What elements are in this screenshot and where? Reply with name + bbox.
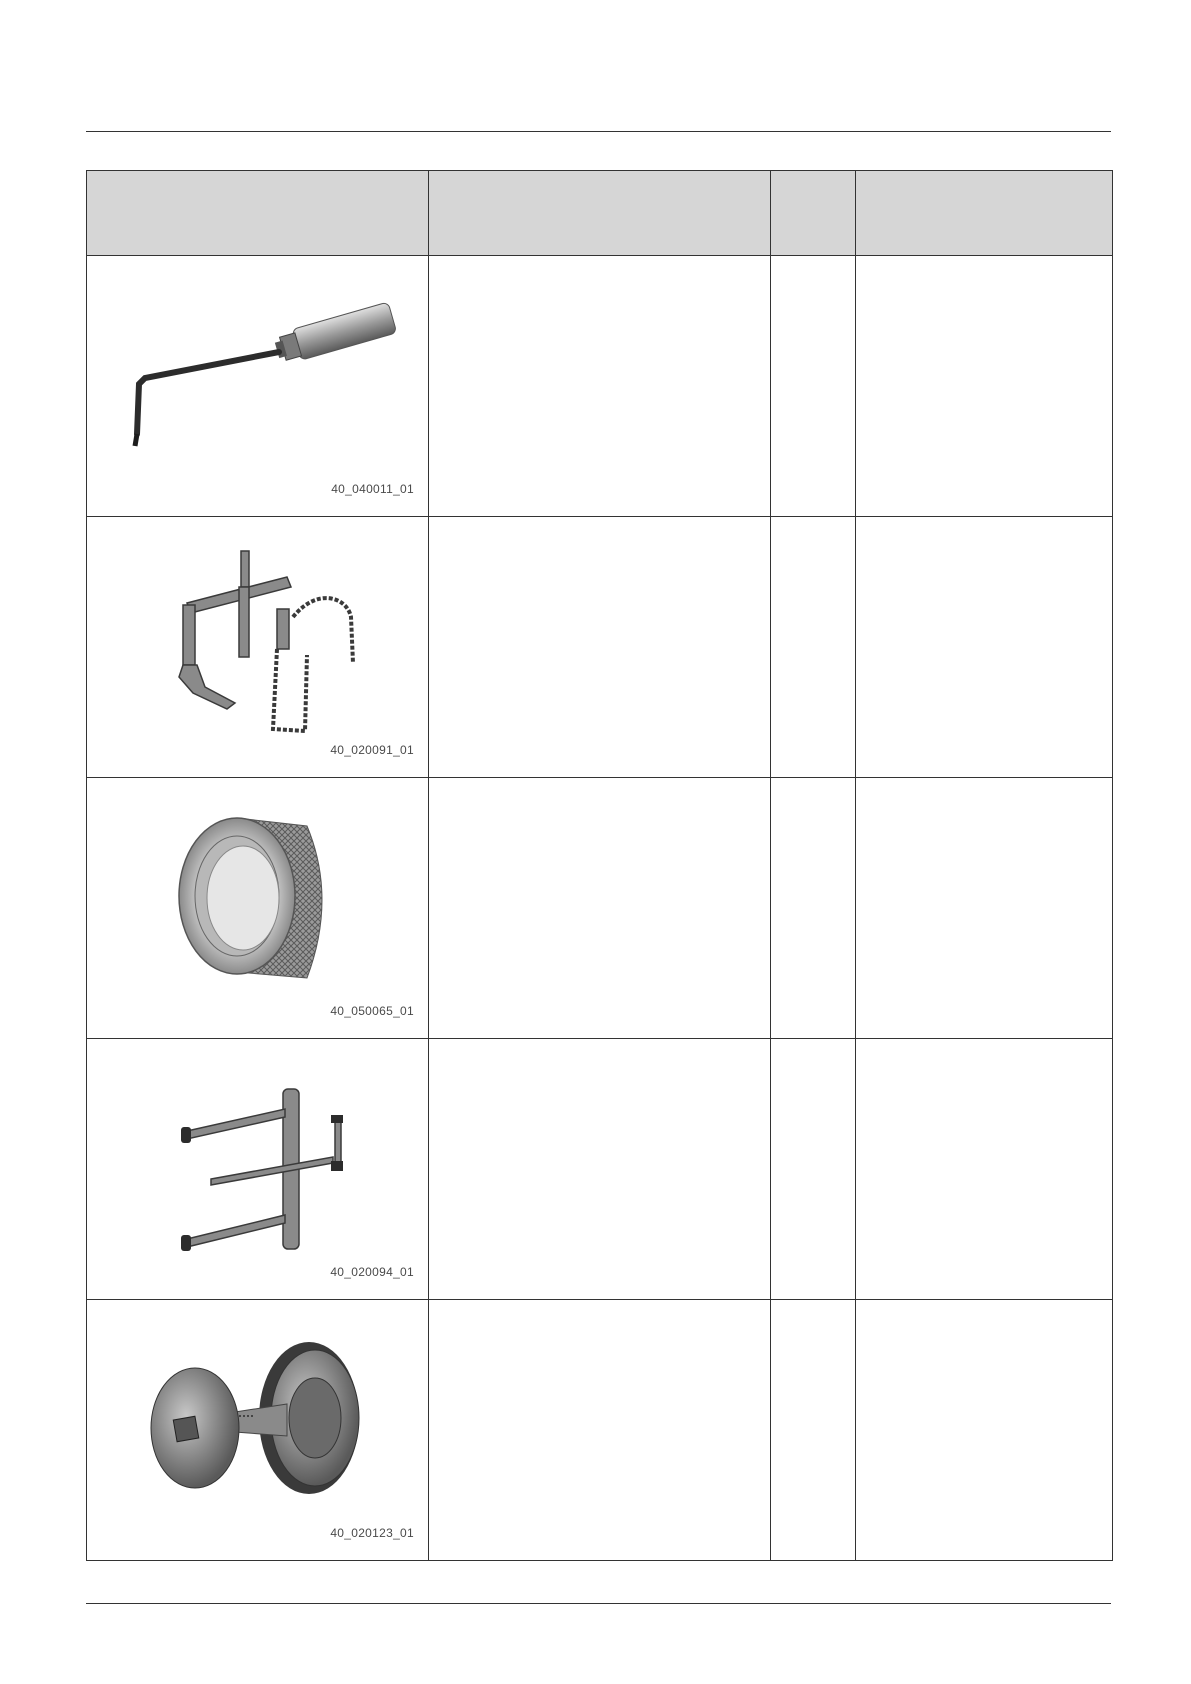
tool-image-cell xyxy=(87,778,429,1039)
press-disc-tool-icon xyxy=(87,1300,429,1560)
table-row xyxy=(87,778,1113,1039)
tool-image-cell xyxy=(87,256,429,517)
description-cell xyxy=(429,517,771,778)
notes-cell xyxy=(856,517,1113,778)
header-image xyxy=(87,171,429,256)
description-cell xyxy=(429,1300,771,1561)
tool-image-cell xyxy=(87,517,429,778)
notes-cell xyxy=(856,256,1113,517)
quantity-cell xyxy=(771,1300,856,1561)
notes-cell xyxy=(856,1039,1113,1300)
table-row xyxy=(87,517,1113,778)
table-header-row xyxy=(87,171,1113,256)
notes-cell xyxy=(856,1300,1113,1561)
quantity-cell xyxy=(771,517,856,778)
description-cell xyxy=(429,256,771,517)
angled-screwdriver-tool-icon xyxy=(87,256,429,516)
description-cell xyxy=(429,1039,771,1300)
quantity-cell xyxy=(771,1039,856,1300)
tool-image-cell xyxy=(87,1300,429,1561)
image-code-label: 40_020091_01 xyxy=(330,743,414,757)
image-code-label: 40_020123_01 xyxy=(330,1526,414,1540)
table-row xyxy=(87,256,1113,517)
special-tools-table xyxy=(86,170,1113,1561)
notes-cell xyxy=(856,778,1113,1039)
image-code-label: 40_020094_01 xyxy=(330,1265,414,1279)
header-description xyxy=(429,171,771,256)
header-rule xyxy=(86,131,1111,132)
two-arm-puller-tool-icon xyxy=(87,1039,429,1299)
quantity-cell xyxy=(771,256,856,517)
image-code-label: 40_050065_01 xyxy=(330,1004,414,1018)
knurled-ring-tool-icon xyxy=(87,778,429,1038)
image-code-label: 40_040011_01 xyxy=(331,482,414,496)
chain-puller-tool-icon xyxy=(87,517,429,777)
header-notes xyxy=(856,171,1113,256)
header-quantity xyxy=(771,171,856,256)
footer-rule xyxy=(86,1603,1111,1604)
tool-image-cell xyxy=(87,1039,429,1300)
table-row xyxy=(87,1300,1113,1561)
quantity-cell xyxy=(771,778,856,1039)
table-row xyxy=(87,1039,1113,1300)
description-cell xyxy=(429,778,771,1039)
